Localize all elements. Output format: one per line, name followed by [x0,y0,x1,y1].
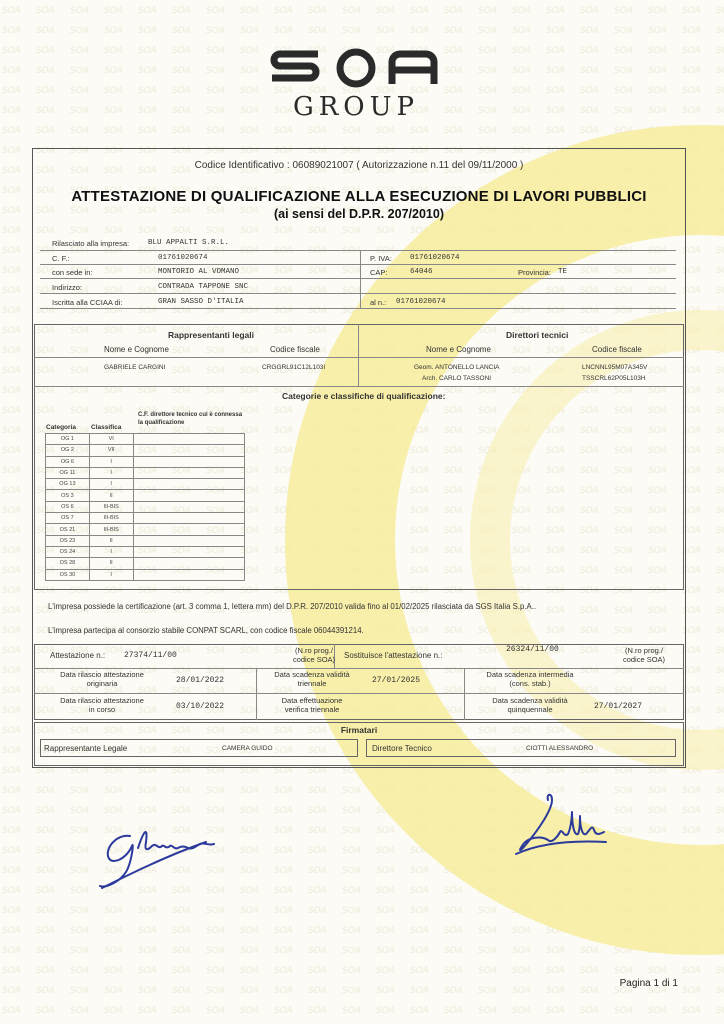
cap-value: 64046 [410,268,433,276]
triennial-label: triennale [297,679,327,688]
class-cell: I [89,456,133,467]
category-cell: OS 24 [46,546,90,557]
divider [256,668,257,720]
replaces-value: 26324/11/00 [506,645,559,654]
tech-director-name: Geom. ANTONELLO LANCIA [414,364,500,371]
verification-label: Data effettuazione [281,696,343,705]
orig-date-label: originaria [86,679,118,688]
class-cell: III-BIS [89,513,133,524]
category-cell: OG 13 [46,479,90,490]
legal-rep-value: CAMERA GUIDO [222,745,273,752]
cf-director-cell [133,535,244,546]
class-cell: I [89,569,133,580]
cf-director-cell [133,569,244,580]
table-row [46,445,245,456]
prog-label: codice SOA) [622,655,666,664]
table-row [46,513,245,524]
cf-director-cell [133,501,244,512]
class-cell: III-BIS [89,501,133,512]
class-cell: VII [89,445,133,456]
cf-director-cell [133,513,244,524]
name-header: Nome e Cognome [426,345,491,354]
divider [34,357,684,358]
tech-director-value: CIOTTI ALESSANDRO [526,745,594,752]
issued-label: Rilasciato alla impresa: [52,239,130,248]
orig-date-value: 28/01/2022 [176,676,225,685]
categories-table [45,433,245,581]
cap-label: CAP: [370,268,388,277]
triennial-label: Data scadenza validità [274,670,350,679]
table-row [46,434,245,445]
intermediate-label: (cons. stab.) [509,679,551,688]
cf-director-cell [133,467,244,478]
certificate-subtitle: (ai sensi del D.P.R. 207/2010) [273,207,444,221]
cf-value: 01761020674 [158,254,208,262]
signature-right-icon [508,790,612,862]
tech-directors-title: Direttori tecnici [506,330,569,340]
category-cell: OG 2 [46,445,90,456]
consortium-note: L'impresa partecipa al consorzio stabile CONPAT SCARL, con codice fiscale 06044391214. [48,626,364,635]
category-cell: OG 11 [46,467,90,478]
class-cell: II [89,558,133,569]
triennial-value: 27/01/2025 [372,676,421,685]
cf-director-cell [133,434,244,445]
cf-director-cell [133,524,244,535]
category-cell: OS 23 [46,535,90,546]
table-row [46,558,245,569]
prog-label: (N.ro prog./ [295,646,333,655]
certification-note: L'impresa possiede la certificazione (art. 3 comma 1, lettera mm) del D.P.R. 207/2010 valida fino al 01/02/2025 rilasciata da SGS Italia S.p.A.. [48,602,537,611]
category-cell: OS 3 [46,490,90,501]
orig-date-label: Data rilascio attestazione [60,670,144,679]
identification-code: Codice Identificativo : 06089021007 ( Autorizzazione n.11 del 09/11/2000 ) [194,160,524,171]
divider [40,278,676,279]
category-cell: OS 30 [46,569,90,580]
category-cell: OS 28 [46,558,90,569]
divider [34,668,684,669]
tech-director-cf: LNCNNL95M07A345V [582,364,648,371]
page-number: Pagina 1 di 1 [619,978,678,989]
class-cell: II [89,490,133,501]
cf-director-cell [133,546,244,557]
class-cell: II [89,535,133,546]
cf-director-cell [133,490,244,501]
intermediate-label: Data scadenza intermedia [486,670,574,679]
replaces-label: Sostituisce l'attestazione n.: [344,651,443,660]
cf-director-cell [133,456,244,467]
class-cell: I [89,467,133,478]
class-cell: I [89,479,133,490]
cf-header: Codice fiscale [592,345,642,354]
divider [40,308,676,309]
divider [34,386,684,387]
province-label: Provincia: [518,268,551,277]
prog-label: (N.ro prog./ [625,646,663,655]
issued-value: BLU APPALTI S.R.L. [148,239,230,247]
legal-reps-title: Rappresentanti legali [168,330,254,340]
quinquennial-label: quinquennale [507,705,553,714]
table-row [46,535,245,546]
divider [40,293,676,294]
current-date-label: Data rilascio attestazione [60,696,144,705]
quinquennial-value: 27/01/2027 [594,702,643,711]
seat-value: MONTORIO AL VOMANO [158,268,240,276]
cciaa-label: Iscritta alla CCIAA di: [52,298,123,307]
prog-label: codice SOA) [292,655,336,664]
logo-group-text: GROUP [292,92,420,122]
cf-director-header: C.F. direttore tecnico cui è connessa la qualificazione [138,412,243,426]
rea-value: 01761020674 [396,298,446,306]
class-cell: I [89,546,133,557]
quinquennial-label: Data scadenza validità [492,696,568,705]
attestation-number-value: 27374/11/00 [124,651,177,660]
piva-value: 01761020674 [410,254,460,262]
verification-label: verifica triennale [284,705,340,714]
table-row [46,546,245,557]
soa-logo-icon [268,48,444,90]
cciaa-value: GRAN SASSO D'ITALIA [158,298,244,306]
divider [40,264,676,265]
address-label: Indirizzo: [52,283,83,292]
table-row [46,569,245,580]
class-cell: III-BIS [89,524,133,535]
category-cell: OS 6 [46,501,90,512]
piva-label: P. IVA: [370,254,392,263]
category-cell: OG 1 [46,434,90,445]
tech-director-label: Direttore Tecnico [372,744,432,753]
category-cell: OG 6 [46,456,90,467]
tech-director-name: Arch. CARLO TASSONI [422,375,492,382]
cf-director-cell [133,479,244,490]
class-cell: VI [89,434,133,445]
tech-director-cf: TSSCRL62P05L103H [582,375,646,382]
category-header: Categoria [46,424,76,431]
legal-rep-label: Rappresentante Legale [44,744,128,753]
cf-label: C. F.: [52,254,70,263]
cf-header: Codice fiscale [270,345,320,354]
legal-rep-name: GABRIELE CARGINI [104,364,166,371]
signatories-title: Firmatari [340,725,378,735]
current-date-label: in corso [88,705,116,714]
table-row [46,501,245,512]
cf-director-cell [133,558,244,569]
attestation-number-label: Attestazione n.: [50,651,106,660]
divider [464,668,465,720]
legal-rep-cf: CRGGRL91C12L103I [262,364,326,371]
table-row [46,479,245,490]
current-date-value: 03/10/2022 [176,702,225,711]
name-header: Nome e Cognome [104,345,169,354]
table-row [46,467,245,478]
seat-label: con sede in: [52,268,93,277]
divider [40,250,676,251]
divider [360,250,361,308]
table-row [46,524,245,535]
cf-director-cell [133,445,244,456]
divider [34,693,684,694]
category-cell: OS 21 [46,524,90,535]
categories-title: Categorie e classifiche di qualificazione: [282,391,446,401]
certificate-title: ATTESTAZIONE DI QUALIFICAZIONE ALLA ESECUZIONE DI LAVORI PUBBLICI [71,188,647,205]
divider [358,324,359,386]
category-cell: OS 7 [46,513,90,524]
address-value: CONTRADA TAPPONE SNC [158,283,249,291]
class-header: Classifica [91,424,122,431]
table-row [46,456,245,467]
table-row [46,490,245,501]
province-value: TE [558,268,568,276]
signature-left-icon [96,816,224,894]
rea-label: al n.: [370,298,387,307]
